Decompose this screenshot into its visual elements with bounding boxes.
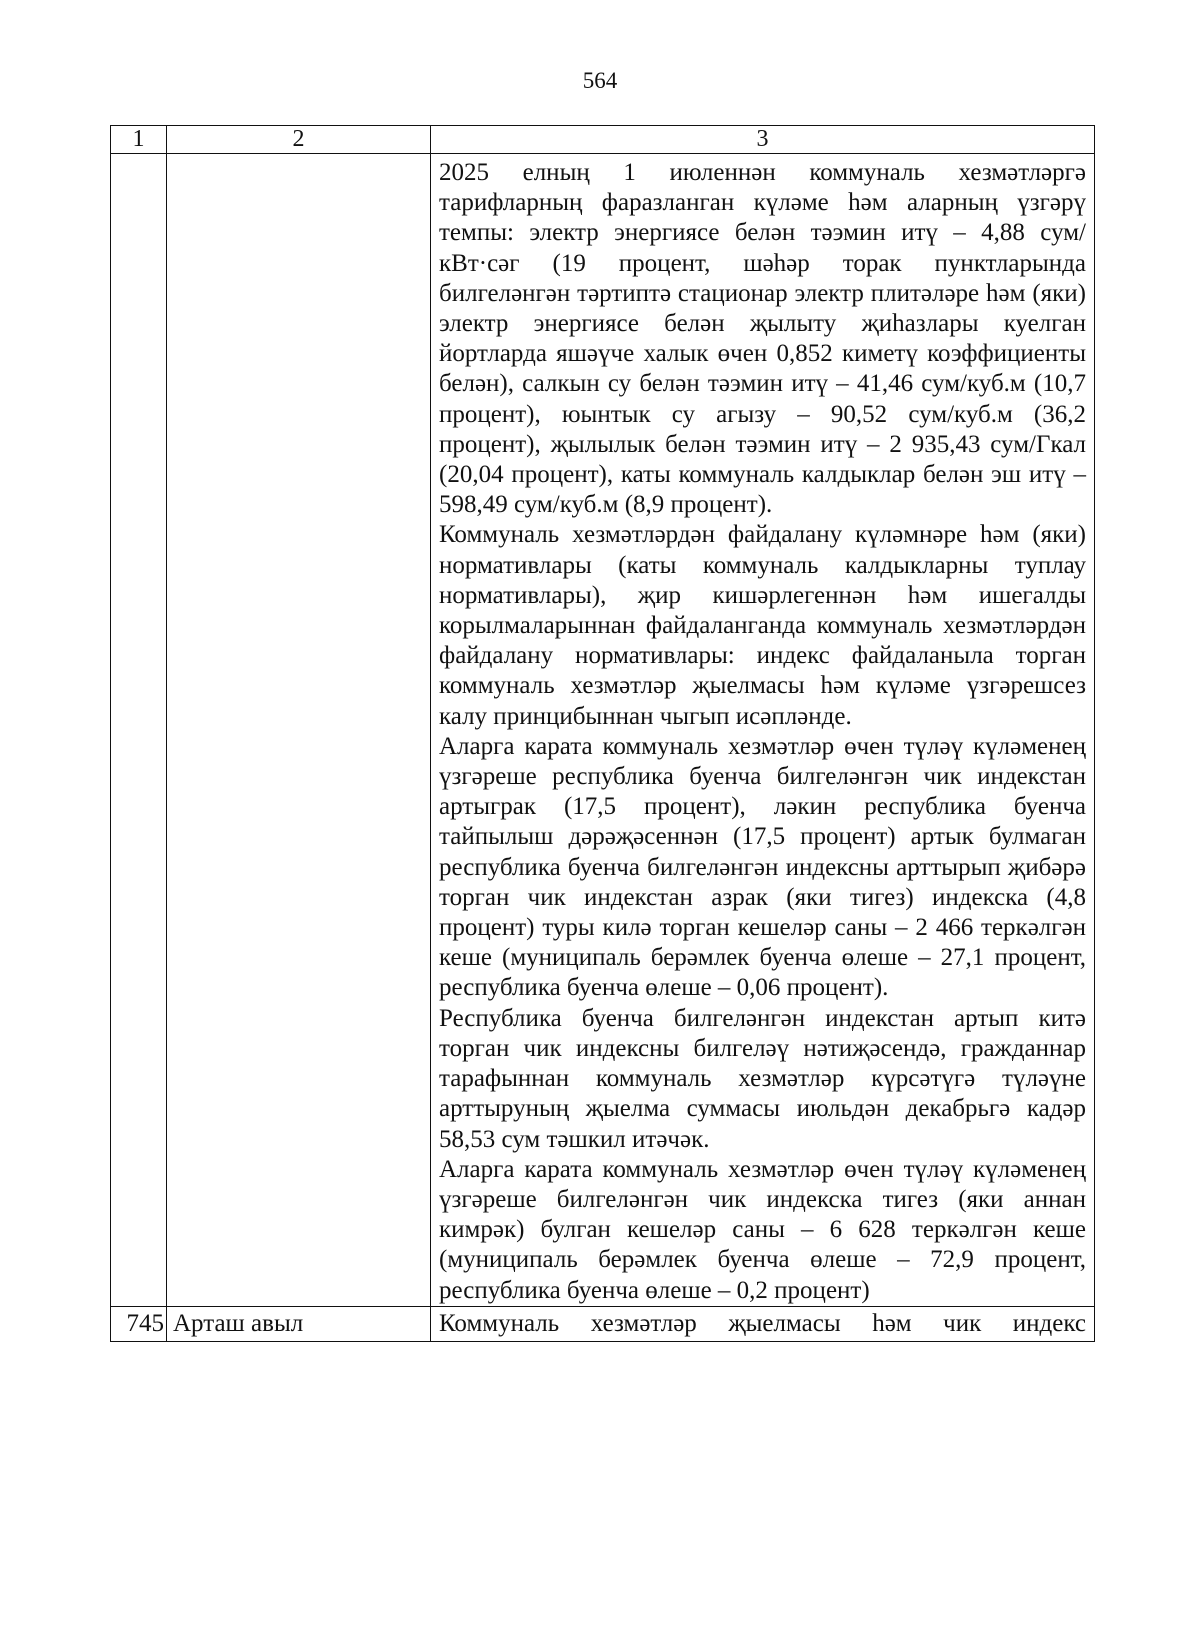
consumption-norms-paragraph: Коммуналь хезмәтләрдән файдалану күләмнәре һәм (яки) нормативлары (каты коммуналь калдыкларны туплау нормативлары), җир кишәрлегеннән һәм ишегалды корылмаларыннан файдаланганда коммуналь хезмәтләрдән файдалану нормативлары: индекс файдаланыла торган коммуналь хезмәтләр җыелмасы һәм күләме үзгәрешсез калу принцибыннан чыгып исәпләнде.: [439, 521, 1086, 730]
row-name-cell-empty: [167, 154, 431, 1307]
page-number: 564: [582, 68, 618, 93]
column-header-2: 2: [167, 126, 431, 154]
settlement-name: Арташ авыл: [167, 1306, 431, 1341]
column-header-1: 1: [111, 126, 167, 154]
persons-above-index-paragraph: Аларга карата коммуналь хезмәтләр өчен түләү күләменең үзгәреше республика буенча билгеләнгән чик индекстан артыграк (17,5 процент), ләкин республика буенча тайпылыш дәрәҗәсеннән (17,5 процент) артык булмаган республика буенча билгеләнгән индексны арттырып җибәрә торган чик индекстан азрак (яки тигез) индекска (4,8 процент) туры килә торган кешеләр саны – 2 466 теркәлгән кеше (муниципаль берәмлек буенча өлеше – 27,1 процент, республика буенча өлеше – 0,06 процент).: [439, 732, 1086, 1002]
total-increase-paragraph: Республика буенча билгеләнгән индекстан артып китә торган чик индексны билгеләү нәтиҗәсендә, гражданнар тарафыннан коммуналь хезмәтләр күрсәтүгә түләүне арттыруның җыелма суммасы июльдән декабрьгә кадәр 58,53 сум тәшкил итәчәк.: [439, 1004, 1086, 1153]
table-row-745: [111, 1306, 1095, 1341]
tariff-forecast-paragraph: 2025 елның 1 июленнән коммуналь хезмәтләргә тарифларның фаразланган күләме һәм аларның үзгәрү темпы: электр энергиясе белән тәэмин итү – 4,88 сум/кВт·сәг (19 процент, шәһәр торак пунктларында билгеләнгән тәртиптә стационар электр плитәләре һәм (яки) электр энергиясе белән җылыту җиһазлары куелган йортларда яшәүче халык өчен 0,852 киметү коэффициенты белән), салкын су белән тәэмин итү – 41,46 сум/куб.м (10,7 процент), юынтык су агызу – 90,52 сум/куб.м (36,2 процент), җылылык белән тәэмин итү – 2 935,43 сум/Гкал (20,04 процент), каты коммуналь калдыклар белән эш итү – 598,49 сум/куб.м (8,9 процент).: [439, 159, 1086, 519]
row-description-cell: [431, 154, 1095, 1307]
persons-within-index-paragraph: Аларга карата коммуналь хезмәтләр өчен түләү күләменең үзгәреше билгеләнгән чик индекска тигез (яки аннан кимрәк) булган кешеләр саны – 6 628 теркәлгән кеше (муниципаль берәмлек буенча өлеше – 72,9 процент, республика буенча өлеше – 0,2 процент): [439, 1155, 1086, 1304]
municipal-tariff-table: [110, 125, 1095, 1342]
row-number: 745: [111, 1306, 167, 1341]
row-description-start: Коммуналь хезмәтләр җыелмасы һәм чик индекс: [431, 1306, 1095, 1341]
column-header-3: 3: [431, 126, 1095, 154]
table-row-continued: [111, 154, 1095, 1307]
table-header-row: [111, 126, 1095, 154]
row-number-cell-empty: [111, 154, 167, 1307]
